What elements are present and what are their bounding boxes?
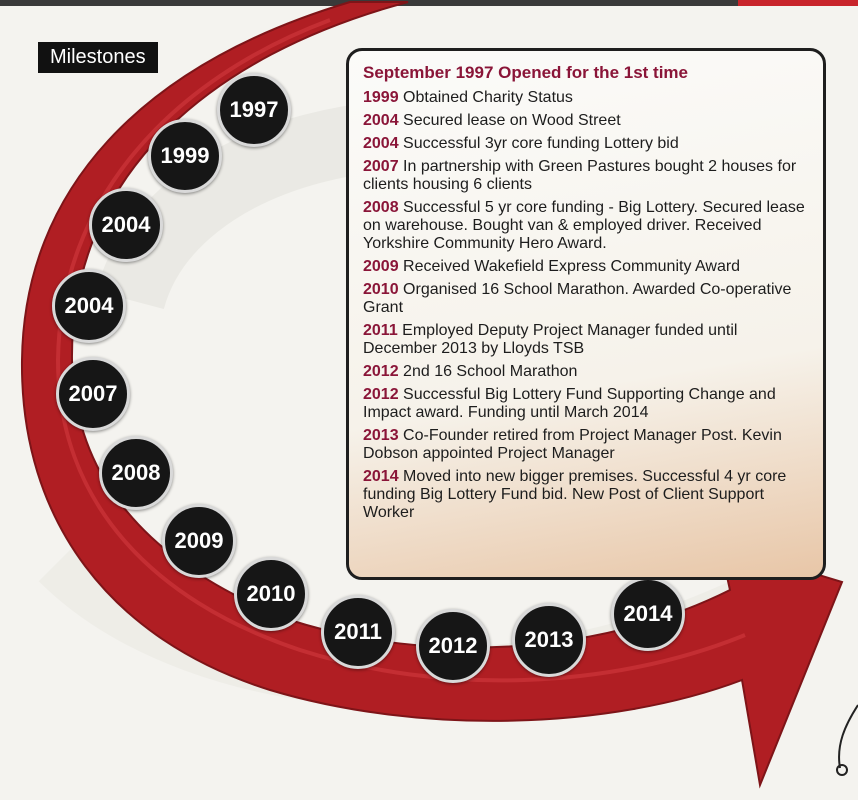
milestone-year: 2008 (363, 199, 399, 216)
milestones-panel (346, 48, 826, 580)
milestone-item (363, 468, 809, 522)
year-circle: 2010 (234, 557, 308, 631)
page-title: Milestones (38, 42, 158, 73)
milestone-item (363, 89, 809, 107)
milestone-item (363, 135, 809, 153)
milestone-text: Successful Big Lottery Fund Supporting Change and Impact award. Funding until March 2014 (363, 386, 776, 421)
year-circle: 2008 (99, 436, 173, 510)
year-circle: 2014 (611, 577, 685, 651)
milestone-year: 2012 (363, 363, 399, 380)
year-circle: 1999 (148, 119, 222, 193)
year-circle: 2011 (321, 595, 395, 669)
milestone-text: Successful 5 yr core funding - Big Lottery. Secured lease on warehouse. Bought van & employed driver. Received Yorkshire Community Hero Award. (363, 199, 805, 252)
milestone-year: 2004 (363, 112, 399, 129)
milestone-year: 2011 (363, 322, 398, 339)
milestone-item (363, 258, 809, 276)
milestone-item (363, 281, 809, 317)
year-circle: 2009 (162, 504, 236, 578)
milestone-year: 2010 (363, 281, 399, 298)
milestone-text: In partnership with Green Pastures bought 2 houses for clients housing 6 clients (363, 158, 797, 193)
milestone-text: Organised 16 School Marathon. Awarded Co-operative Grant (363, 281, 792, 316)
year-circle: 2013 (512, 603, 586, 677)
milestone-headline: September 1997 Opened for the 1st time (363, 63, 688, 82)
milestone-text: Employed Deputy Project Manager funded until December 2013 by Lloyds TSB (363, 322, 738, 357)
milestone-year: 2009 (363, 258, 399, 275)
milestone-text: Moved into new bigger premises. Successful 4 yr core funding Big Lottery Fund bid. New Post of Client Support Worker (363, 468, 787, 521)
year-circle: 2012 (416, 609, 490, 683)
milestone-text: Obtained Charity Status (403, 89, 573, 106)
year-circle: 2004 (89, 188, 163, 262)
milestone-year: 2014 (363, 468, 399, 485)
milestone-item (363, 322, 809, 358)
milestone-item (363, 427, 809, 463)
milestone-text: Received Wakefield Express Community Award (403, 258, 741, 275)
milestone-year: 1999 (363, 89, 399, 106)
milestone-text: Successful 3yr core funding Lottery bid (403, 135, 679, 152)
milestone-year: 2013 (363, 427, 399, 444)
year-circle: 2004 (52, 269, 126, 343)
milestone-year: 2004 (363, 135, 399, 152)
year-circle: 2007 (56, 357, 130, 431)
milestone-item (363, 158, 809, 194)
milestone-text: 2nd 16 School Marathon (403, 363, 578, 380)
milestone-item (363, 363, 809, 381)
milestone-year: 2012 (363, 386, 399, 403)
year-circle: 1997 (217, 73, 291, 147)
milestone-item (363, 112, 809, 130)
milestone-item (363, 199, 809, 253)
milestone-item (363, 386, 809, 422)
milestone-text: Secured lease on Wood Street (403, 112, 621, 129)
milestone-text: Co-Founder retired from Project Manager Post. Kevin Dobson appointed Project Manager (363, 427, 782, 462)
milestone-year: 2007 (363, 158, 399, 175)
